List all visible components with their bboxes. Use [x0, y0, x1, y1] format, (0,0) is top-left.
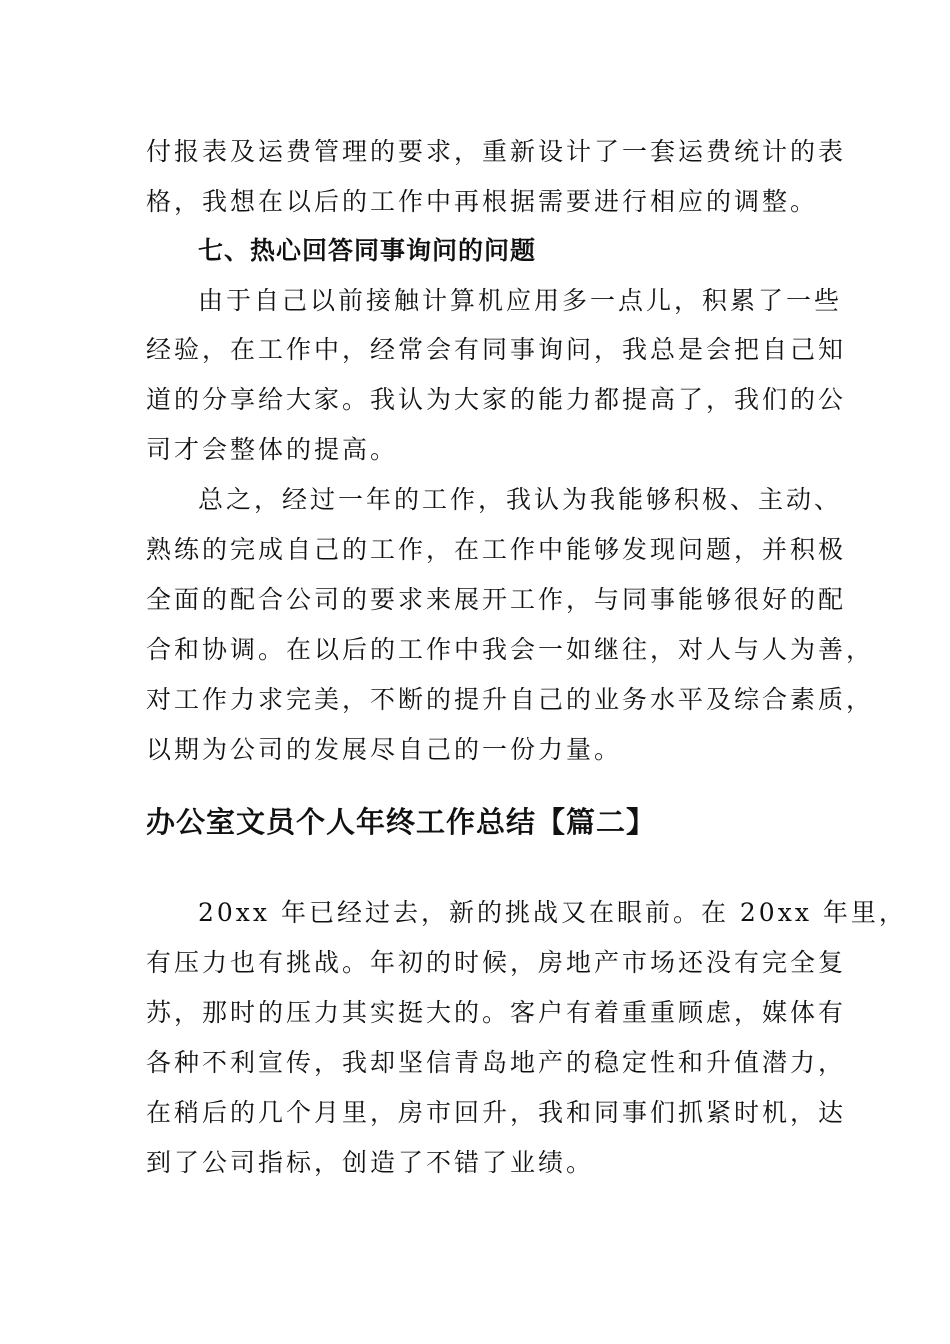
- paragraph-line: 总之，经过一年的工作，我认为我能够积极、主动、: [198, 485, 843, 514]
- paragraph-line: 司才会整体的提高。: [146, 435, 399, 464]
- paragraph-line: 各种不利宣传，我却坚信青岛地产的稳定性和升值潜力，: [146, 1048, 847, 1077]
- paragraph-line: 由于自己以前接触计算机应用多一点儿，积累了一些: [198, 286, 843, 315]
- paragraph-line: 苏，那时的压力其实挺大的。客户有着重重顾虑，媒体有: [146, 998, 847, 1027]
- paragraph-line: 格，我想在以后的工作中再根据需要进行相应的调整。: [146, 187, 819, 216]
- paragraph-line: 全面的配合公司的要求来展开工作，与同事能够很好的配: [146, 585, 847, 614]
- paragraph-line: 付报表及运费管理的要求，重新设计了一套运费统计的表: [146, 137, 847, 166]
- paragraph-line: 道的分享给大家。我认为大家的能力都提高了，我们的公: [146, 385, 847, 414]
- paragraph-line: 经验，在工作中，经常会有同事询问，我总是会把自己知: [146, 335, 847, 364]
- section-heading: 七、热心回答同事询问的问题: [198, 236, 537, 265]
- paragraph-line: 到了公司指标，创造了不错了业绩。: [146, 1148, 595, 1177]
- paragraph-line: 对工作力求完美，不断的提升自己的业务水平及综合素质，: [146, 685, 875, 714]
- paragraph-line: 20xx 年已经过去，新的挑战又在眼前。在 20xx 年里，: [198, 898, 907, 927]
- paragraph-line: 以期为公司的发展尽自己的一份力量。: [146, 735, 623, 764]
- paragraph-line: 在稍后的几个月里，房市回升，我和同事们抓紧时机，达: [146, 1098, 847, 1127]
- paragraph-line: 合和协调。在以后的工作中我会一如继往，对人与人为善，: [146, 635, 875, 664]
- paragraph-line: 熟练的完成自己的工作，在工作中能够发现问题，并积极: [146, 535, 847, 564]
- paragraph-line: 有压力也有挑战。年初的时候，房地产市场还没有完全复: [146, 948, 847, 977]
- document-title: 办公室文员个人年终工作总结【篇二】: [146, 805, 657, 839]
